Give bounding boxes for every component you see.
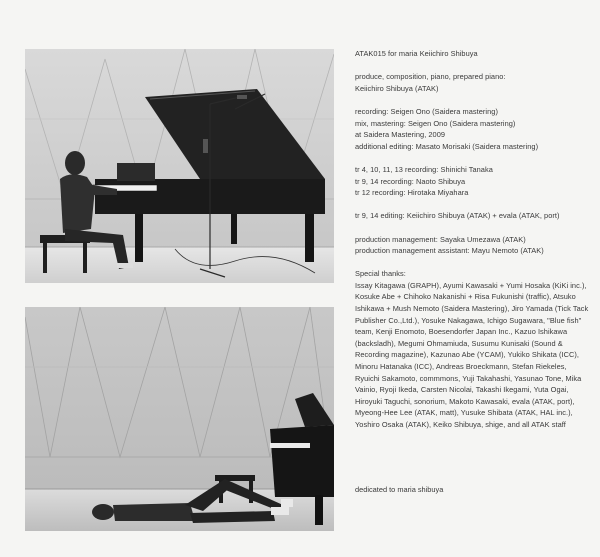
thanks-line: Issay Kitagawa (GRAPH), Ayumi Kawasaki + Yumi Hosaka (KiKi inc.), (355, 280, 587, 290)
thanks-line: Kosuke Abe + Chihoko Nakanishi + Risa Fukunishi (traffic), Atsuko (355, 292, 576, 302)
thanks-line: (backsladh), Megumi Ohmamiuda, Susumu Kunisaki (Sound & (355, 338, 563, 348)
thanks-line: Ryuichi Sakamoto, commmons, Yuji Takahashi, Yasunao Tone, Mika (355, 373, 582, 383)
thanks-line: Publisher Co.,Ltd.), Yosuke Nakagawa, Ichigo Sugawara, "Blue fish" (355, 315, 582, 325)
engineering-block (355, 106, 595, 152)
credit-line: production management assistant: Mayu Nemoto (ATAK) (355, 246, 544, 256)
thanks-line: Hiroyuki Taguchi, sonorium, Makoto Kawasaki, evala (ATAK, port), (355, 396, 575, 406)
produce-name: Keiichiro Shibuya (ATAK) (355, 83, 439, 93)
thanks-line: Vainio, Ryoji Ikeda, Carsten Nicolai, Takashi Ikegami, Yuta Ogai, (355, 385, 569, 395)
track-recording-block (355, 164, 595, 199)
thanks-line: Ishikawa + Mush Nemoto (Saidera Mastering), Jiro Yamada (Tick Tack (355, 304, 589, 314)
credit-line: at Saidera Mastering, 2009 (355, 130, 446, 140)
produce-block (355, 71, 595, 94)
credit-line: tr 4, 10, 11, 13 recording: Shinichi Tanaka (355, 164, 493, 174)
production-block (355, 234, 595, 257)
credit-line: tr 9, 14 recording: Naoto Shibuya (355, 176, 466, 186)
special-thanks-title: Special thanks: (355, 269, 406, 279)
credit-line: production management: Sayaka Umezawa (ATAK) (355, 234, 526, 244)
credit-line: tr 9, 14 editing: Keiichiro Shibuya (ATAK) + evala (ATAK, port) (355, 211, 560, 221)
thanks-line: Yoshiro Osaka (ATAK), Keiko Shibuya, shige, and all ATAK staff (355, 420, 566, 429)
credit-line: additional editing: Masato Morisaki (Saidera mastering) (355, 141, 539, 151)
credits-column (355, 48, 595, 431)
header-block (355, 48, 595, 60)
photo-top-illustration (25, 49, 334, 283)
editing-block (355, 210, 595, 222)
thanks-line: Myeong-Hee Lee (ATAK, matt), Yusuke Shibata (ATAK, HAL inc.), (355, 408, 573, 418)
produce-role: produce, composition, piano, prepared piano: (355, 72, 506, 82)
album-header: ATAK015 for maria Keiichiro Shibuya (355, 49, 478, 58)
photo-bottom-illustration (25, 307, 334, 531)
credit-line: recording: Seigen Ono (Saidera mastering) (355, 106, 498, 116)
photo-pianist-at-piano (25, 49, 334, 283)
special-thanks-block (355, 268, 595, 430)
thanks-line: team, Kenji Enomoto, Boesendorfer Japan Inc., Kazuo Ishikawa (355, 327, 568, 337)
credit-line: mix, mastering: Seigen Ono (Saidera mastering) (355, 118, 516, 128)
thanks-line: Minoru Hatanaka (ICC), Andreas Broeckmann, Stefan Riekeles, (355, 362, 567, 372)
thanks-line: Recording magazine), Kazunao Abe (YCAM), Yukiko Shikata (ICC), (355, 350, 579, 360)
credit-line: tr 12 recording: Hirotaka Miyahara (355, 188, 469, 198)
photo-pianist-lying-on-floor (25, 307, 334, 531)
dedication: dedicated to maria shibuya (355, 485, 444, 494)
